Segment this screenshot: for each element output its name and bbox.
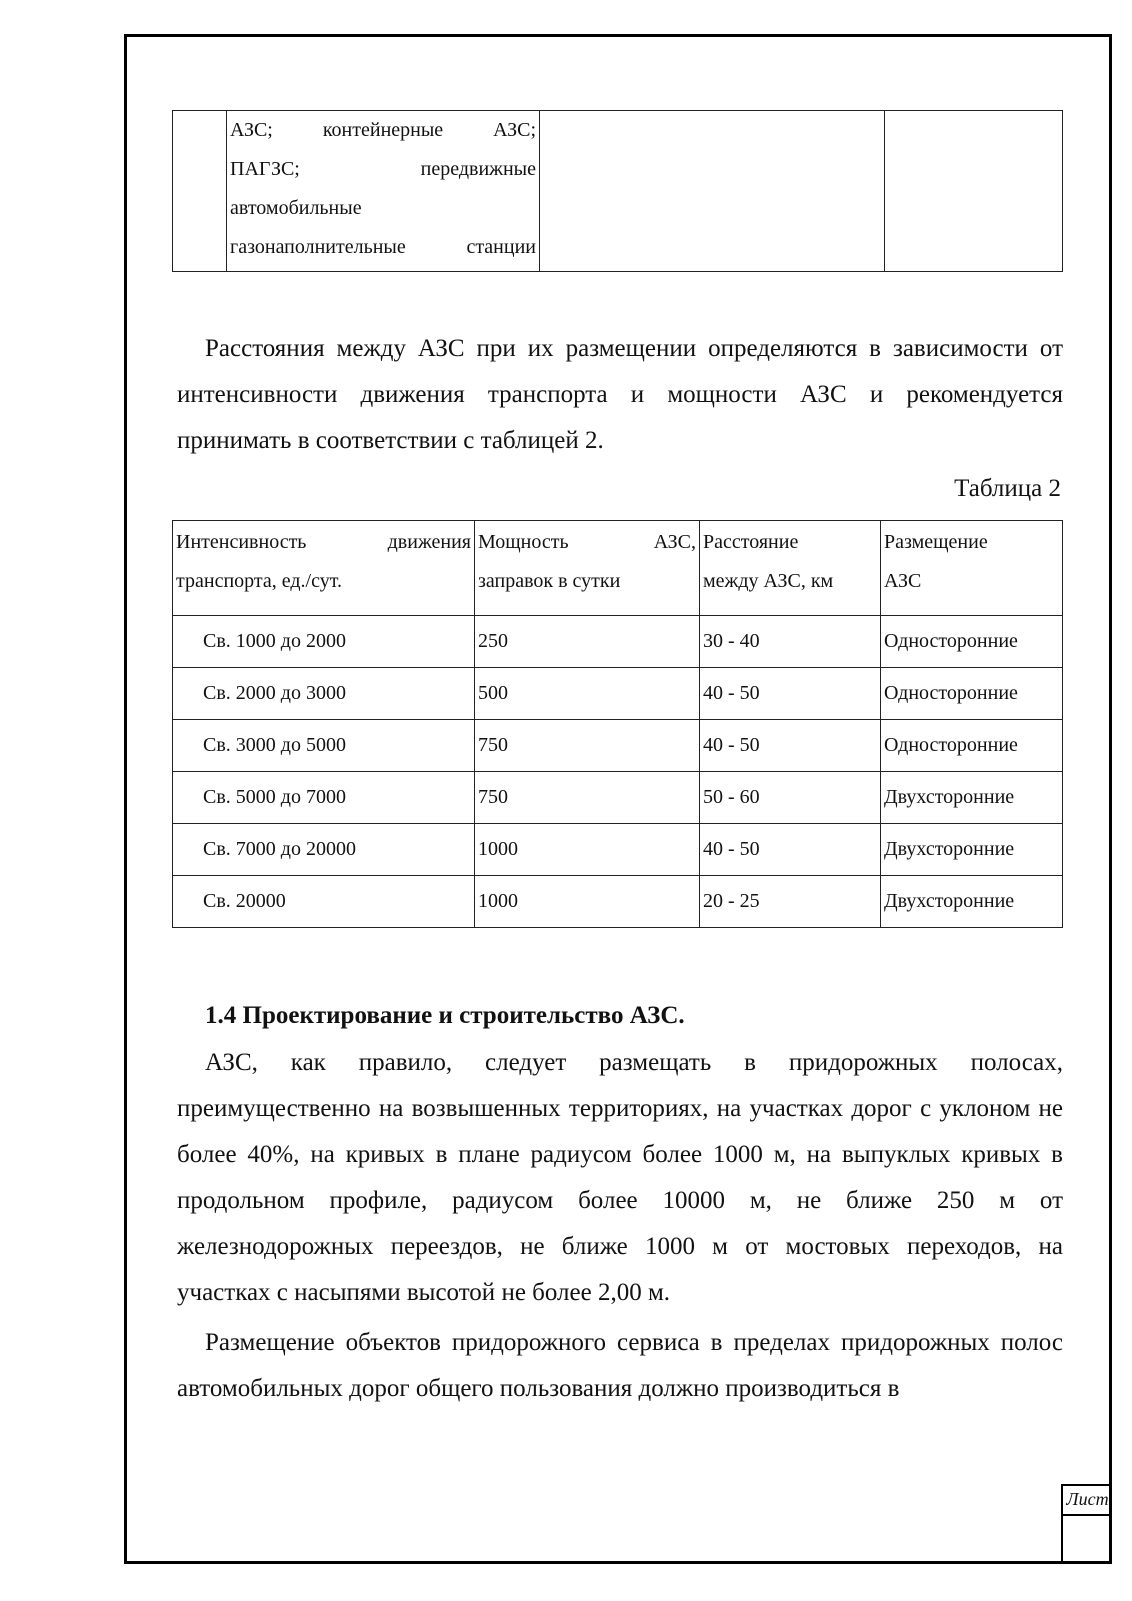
table-cell: Двухсторонние (881, 772, 1063, 824)
table-cell: Св. 3000 до 5000 (173, 720, 475, 772)
table-cell: 40 - 50 (700, 668, 881, 720)
paragraph-text: АЗС, как правило, следует размещать в придорожных полосах, преимущественно на возвышенных территориях, на участках дорог с уклоном не более 40%, на кривых в плане радиусом более 1000 м, на выпуклых кривых в продольном профиле, радиусом более 10000 м, не ближе 250 м от железнодорожных переездов, не ближе 1000 м от мостовых переходов, на участках с насыпями высотой не более 2,00 м. (177, 1049, 1063, 1306)
sheet-label: Лист (1063, 1486, 1112, 1516)
table-cell (540, 111, 885, 272)
table-cell: Односторонние (881, 720, 1063, 772)
table-cell: 750 (475, 772, 700, 824)
table-cell: 30 - 40 (700, 616, 881, 668)
header-line: АЗС (884, 570, 922, 592)
table-row (173, 824, 1063, 876)
table-caption: Таблица 2 (954, 475, 1061, 502)
table-cell: 20 - 25 (700, 876, 881, 928)
table-cell: Св. 1000 до 2000 (173, 616, 475, 668)
continuation-table (172, 110, 1063, 272)
table-cell: 1000 (475, 876, 700, 928)
header-line: заправок в сутки (478, 570, 621, 592)
table-row (173, 876, 1063, 928)
table-cell: 50 - 60 (700, 772, 881, 824)
title-block-stamp (1061, 1484, 1112, 1564)
header-line: Расстояние (703, 531, 799, 553)
table-cell: Односторонние (881, 668, 1063, 720)
table-cell (227, 111, 540, 272)
cell-line: ПАГЗС; передвижные (230, 158, 536, 180)
distance-table (172, 520, 1063, 928)
table-row (173, 668, 1063, 720)
table-row (173, 616, 1063, 668)
header-cell (173, 521, 475, 616)
header-line: между АЗС, км (703, 570, 834, 592)
cell-line: газонаполнительные станции (230, 236, 536, 258)
table-cell: Св. 5000 до 7000 (173, 772, 475, 824)
header-cell (881, 521, 1063, 616)
header-cell (475, 521, 700, 616)
header-line: Мощность АЗС, (478, 531, 696, 553)
table-cell: 40 - 50 (700, 824, 881, 876)
table-cell: Двухсторонние (881, 876, 1063, 928)
paragraph (177, 326, 1063, 464)
cell-line: АЗС; контейнерные АЗС; (230, 119, 536, 141)
table-cell: Св. 20000 (173, 876, 475, 928)
header-line: Размещение (884, 531, 988, 553)
paragraph (177, 1040, 1063, 1316)
section-heading: 1.4 Проектирование и строительство АЗС. (205, 1002, 685, 1029)
cell-line: автомобильные (230, 197, 362, 219)
header-line: Интенсивность движения (176, 531, 471, 553)
table-cell: 250 (475, 616, 700, 668)
table-row (173, 111, 1063, 272)
table-cell: Двухсторонние (881, 824, 1063, 876)
paragraph-text: Расстояния между АЗС при их размещении определяются в зависимости от интенсивности движения транспорта и мощности АЗС и рекомендуется принимать в соответствии с таблицей 2. (177, 335, 1063, 454)
table-header-row (173, 521, 1063, 616)
header-cell (700, 521, 881, 616)
paragraph (177, 1320, 1063, 1412)
table-cell: Св. 2000 до 3000 (173, 668, 475, 720)
table-cell (885, 111, 1063, 272)
table-cell: Односторонние (881, 616, 1063, 668)
table-row (173, 720, 1063, 772)
table-cell: 750 (475, 720, 700, 772)
paragraph-text: Размещение объектов придорожного сервиса в пределах придорожных полос автомобильных дорог общего пользования должно производиться в (177, 1329, 1063, 1402)
table-cell: 40 - 50 (700, 720, 881, 772)
table-cell: 1000 (475, 824, 700, 876)
table-cell: 500 (475, 668, 700, 720)
header-line: транспорта, ед./сут. (176, 570, 342, 592)
table-cell: Св. 7000 до 20000 (173, 824, 475, 876)
table-row (173, 772, 1063, 824)
table-cell (173, 111, 227, 272)
